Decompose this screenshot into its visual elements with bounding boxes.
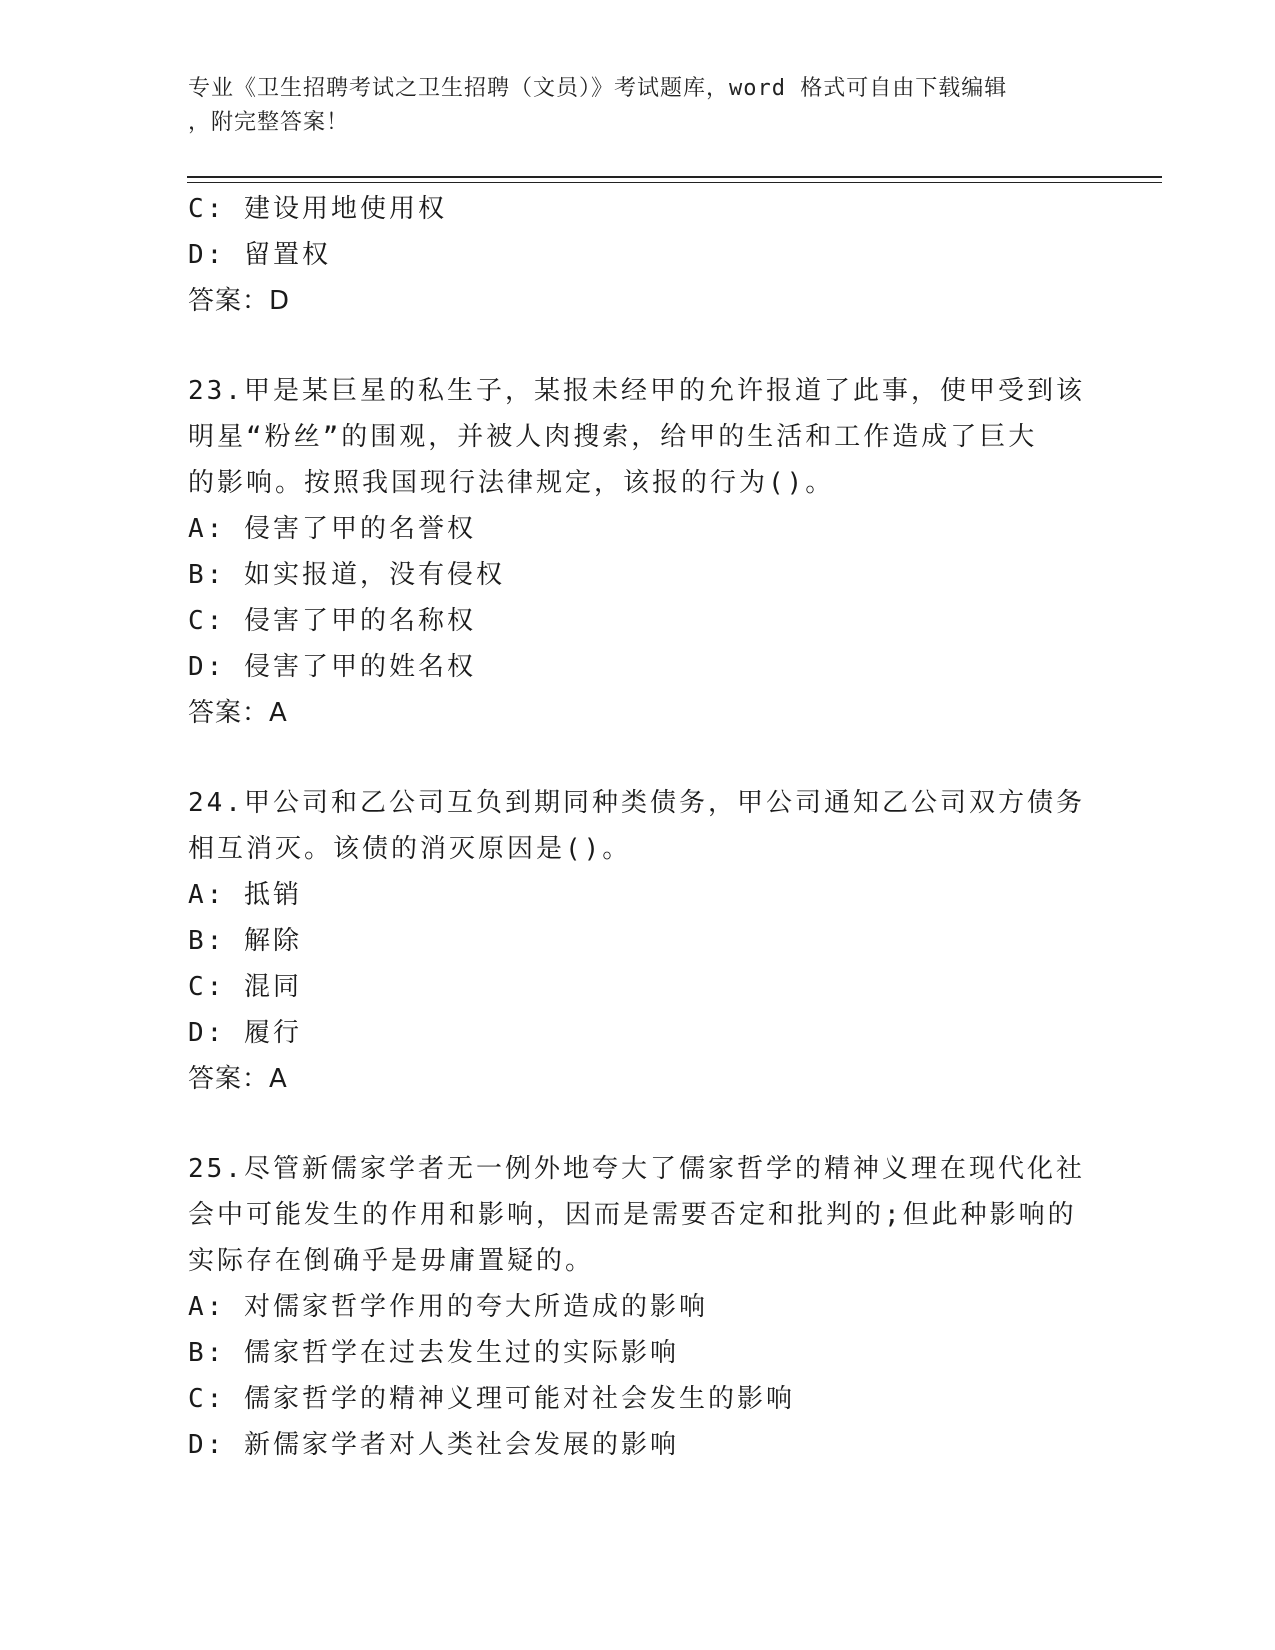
option-a: A: 对儒家哲学作用的夸大所造成的影响 bbox=[188, 1292, 708, 1322]
header-line-2: ，附完整答案！ bbox=[188, 110, 350, 135]
header-divider-thin bbox=[187, 182, 1162, 183]
question-24 bbox=[188, 780, 1088, 1102]
option-d: D: 新儒家学者对人类社会发展的影响 bbox=[188, 1430, 679, 1460]
option-c: C: 侵害了甲的名称权 bbox=[188, 606, 476, 636]
option-d: D: 侵害了甲的姓名权 bbox=[188, 652, 476, 682]
option-b: B: 解除 bbox=[188, 926, 302, 956]
question-25 bbox=[188, 1146, 1088, 1468]
question-text-line: 明星“粉丝”的围观，并被人肉搜索，给甲的生活和工作造成了巨大 bbox=[188, 422, 1038, 452]
answer-line: 答案：A bbox=[188, 698, 288, 728]
option-a: A: 侵害了甲的名誉权 bbox=[188, 514, 476, 544]
question-text-line: 相互消灭。该债的消灭原因是()。 bbox=[188, 834, 632, 864]
option-c: C: 儒家哲学的精神义理可能对社会发生的影响 bbox=[188, 1384, 795, 1414]
option-c: C: 混同 bbox=[188, 972, 302, 1002]
option-b: B: 如实报道，没有侵权 bbox=[188, 560, 505, 590]
question-content bbox=[188, 186, 1088, 1468]
question-23 bbox=[188, 368, 1088, 736]
option-b: B: 儒家哲学在过去发生过的实际影响 bbox=[188, 1338, 679, 1368]
option-d: D: 履行 bbox=[188, 1018, 302, 1048]
partial-question bbox=[188, 186, 1088, 324]
question-text-line: 的影响。按照我国现行法律规定，该报的行为()。 bbox=[188, 468, 835, 498]
option-c: C: 建设用地使用权 bbox=[188, 194, 447, 224]
answer-line: 答案：A bbox=[188, 1064, 288, 1094]
option-d: D: 留置权 bbox=[188, 240, 331, 270]
question-text-line: 24.甲公司和乙公司互负到期同种类债务，甲公司通知乙公司双方债务 bbox=[188, 788, 1085, 818]
question-text-line: 23.甲是某巨星的私生子，某报未经甲的允许报道了此事，使甲受到该 bbox=[188, 376, 1085, 406]
header-line-1: 专业《卫生招聘考试之卫生招聘（文员）》考试题库，word 格式可自由下载编辑 bbox=[188, 76, 1008, 101]
option-a: A: 抵销 bbox=[188, 880, 302, 910]
question-text-line: 25.尽管新儒家学者无一例外地夸大了儒家哲学的精神义理在现代化社 bbox=[188, 1154, 1085, 1184]
answer-line: 答案：D bbox=[188, 286, 291, 316]
header-divider-thick bbox=[187, 176, 1162, 178]
question-text-line: 会中可能发生的作用和影响，因而是需要否定和批判的;但此种影响的 bbox=[188, 1200, 1077, 1230]
document-header bbox=[188, 72, 1088, 140]
question-text-line: 实际存在倒确乎是毋庸置疑的。 bbox=[188, 1246, 595, 1276]
